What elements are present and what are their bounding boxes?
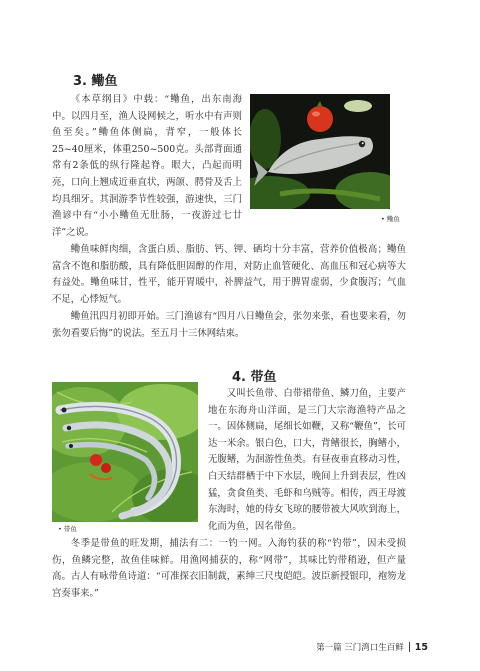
- chapter-label: 第一篇 三门湾口生百鲜: [316, 643, 404, 653]
- daiyu-fish-image: [52, 382, 198, 522]
- footer-divider: [409, 642, 410, 652]
- paragraph-lejy-season: 鳓鱼汛四月初即开始。三门渔谚有“四月八日鳓鱼会，张勿来张，看也要来看，勿张勿看要后悔”的说法。至五月十三休网结束。: [52, 311, 406, 339]
- paragraph-daiyu-season: 冬季是带鱼的旺发期，捕法有二：一钓一网。入海钓获的称“钓带”，因未受损伤，鱼鳞完整，故鱼佳味鲜。用渔网捕获的，称“网带”，其味比钓带稍逊，但产量高。古人有咏带鱼诗道：“可准探衣旧制裁，素绅三尺曳皑皑。波臣新授银印，袍笏龙宫奏事来。”: [52, 538, 406, 599]
- paragraph-daiyu-intro: 又叫长鱼带、白带裙带鱼、鳞刀鱼，主要产地在东海舟山洋面，是三门大宗海渔特产品之一。因体侧扁，尾细长如鞭，又称“鞭鱼”，长可达一米余。银白色，口大，背鳍很长，胸鳍小，无腹鳍，为洄游性鱼类。有昼夜垂直移动习性，白天结群栖于中下水层，晚间上升到表层，性凶猛，贪食鱼类、毛虾和乌贼等。相传，西王母渡东海时，她的侍女飞琼的腰带被大风吹到海上，化而为鱼，因名带鱼。: [208, 388, 406, 532]
- section-title-lejy: 3. 鳓鱼: [73, 74, 118, 89]
- paragraph-lejy-nutrition: 鳓鱼味鲜肉细，含蛋白质、脂肪、钙、钾、硒均十分丰富，营养价值极高；鳓鱼富含不饱和脂肪酸，具有降低胆固醇的作用，对防止血管硬化、高血压和冠心病等大有益处。鳓鱼味甘，性平，能开胃暖中，补脾益气，用于脾胃虚弱，少食腹泻；气血不足，心悸短气。: [52, 244, 406, 305]
- paragraph-lejy-intro: 《本草纲目》中载：“鳓鱼，出东南海中。以四月至，渔人设网候之，听水中有声则鱼至矣。”鳓鱼体侧扁，背窄，一般体长25~40厘米，体重250~500克。头部背面通常有2条低的纵行隆起脊。眼大，凸起而明亮，口向上翘成近垂直状，两颌、腭骨及舌上均具细牙。其洄游季节性较强，游速快，三门渔谚中有“小小鳓鱼无肚肠，一夜游过七廿洋”之说。: [52, 94, 242, 238]
- lejy-fish-image: [250, 94, 390, 209]
- daiyu-caption: • 带鱼: [58, 525, 77, 533]
- page-footer: [316, 641, 428, 653]
- lejy-caption: • 鳓鱼: [381, 215, 400, 223]
- lejy-photo: [250, 94, 390, 209]
- section-title-daiyu: 4. 带鱼: [232, 370, 277, 385]
- page-number: 15: [414, 641, 428, 653]
- daiyu-photo: [52, 382, 198, 522]
